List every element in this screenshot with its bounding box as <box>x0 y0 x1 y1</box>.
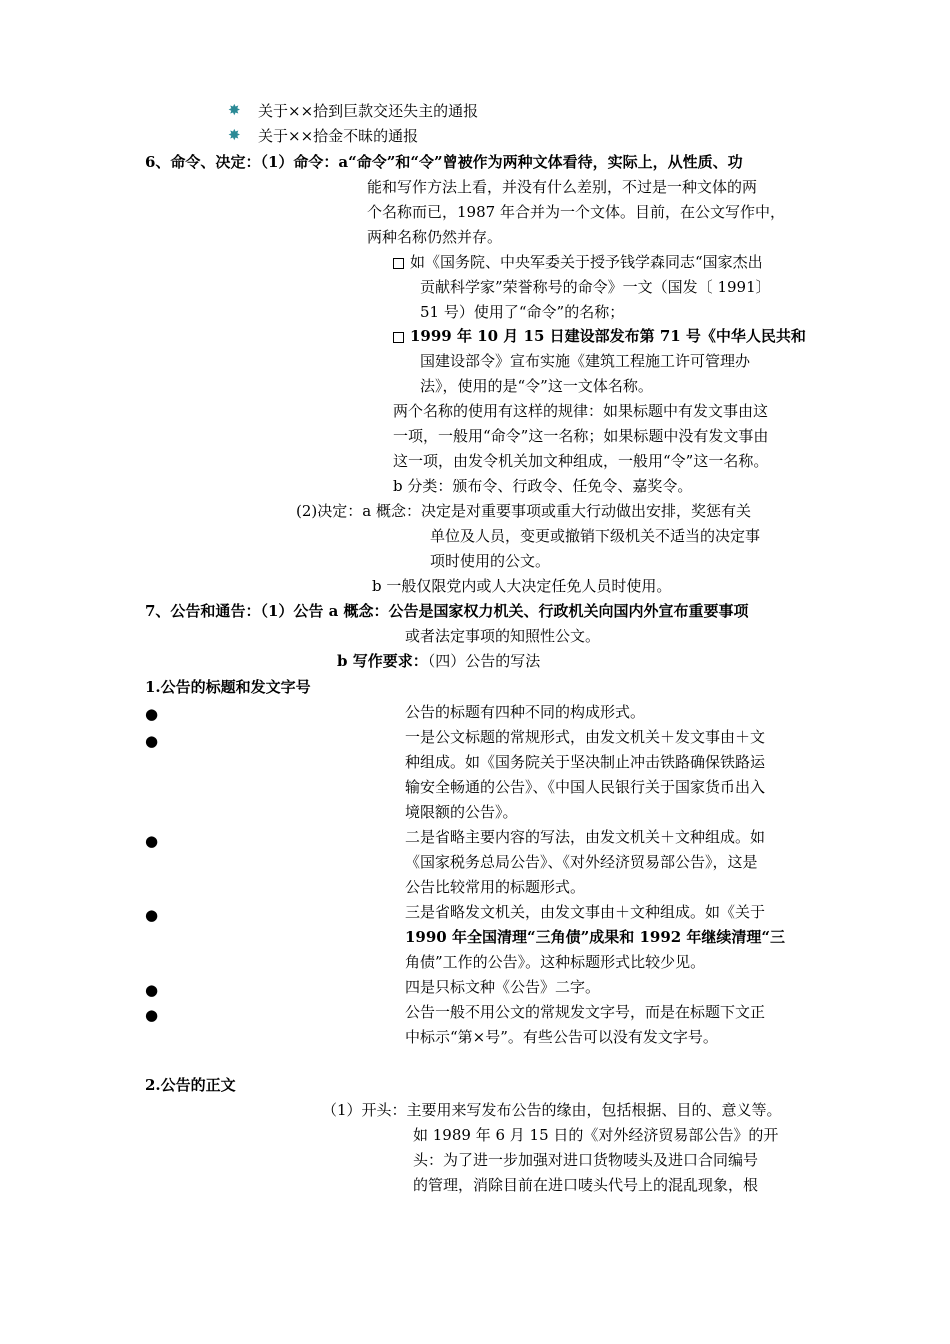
bullet-dot: ● <box>145 981 159 999</box>
decision-line: 项时使用的公文。 <box>430 552 551 570</box>
star-bullet-icon: ✸ <box>228 126 241 144</box>
decision-line: b 一般仅限党内或人大决定任免人员时使用。 <box>372 577 672 595</box>
list-item-line: 四是只标文种《公告》二字。 <box>405 978 601 996</box>
example-line: 51 号）使用了“命令”的名称； <box>420 303 625 321</box>
bullet-dot: ● <box>145 732 159 750</box>
subsection-title: 1.公告的标题和发文字号 <box>145 678 311 696</box>
paragraph-line: 这一项，由发令机关加文种组成，一般用“令”这一名称。 <box>393 452 769 470</box>
requirement-label: b 写作要求： <box>337 652 428 670</box>
paragraph-line: 两种名称仍然并存。 <box>367 228 503 246</box>
checkbox-bullet-icon <box>393 332 404 343</box>
list-item-line: 中标示“第×号”。有些公告可以没有发文字号。 <box>405 1028 718 1046</box>
requirement-line <box>337 649 540 674</box>
paragraph-line: 能和写作方法上看，并没有什么差别，不过是一种文体的两 <box>367 178 758 196</box>
list-item-line: 二是省略主要内容的写法，由发文机关＋文种组成。如 <box>405 828 766 846</box>
list-item-line: 公告比较常用的标题形式。 <box>405 878 586 896</box>
list-item-line: 《国家税务总局公告》、《对外经济贸易部公告》，这是 <box>405 853 758 871</box>
bullet-dot: ● <box>145 705 159 723</box>
requirement-text: （四）公告的写法 <box>427 652 541 670</box>
decision-line: (2)决定：a 概念：决定是对重要事项或重大行动做出安排，奖惩有关 <box>296 502 751 520</box>
list-item-line: 三是省略发文机关，由发文事由＋文种组成。如《关于 <box>405 903 766 921</box>
list-item-line: 1990 年全国清理“三角债”成果和 1992 年继续清理“三 <box>405 928 786 946</box>
bullet-dot: ● <box>145 1006 159 1024</box>
list-item-line: 角债”工作的公告》。这种标题形式比较少见。 <box>405 953 706 971</box>
section-6-heading: 6、命令、决定：（1）命令：a“命令”和“令”曾被作为两种文体看待，实际上，从性质、功 <box>145 153 743 171</box>
list-item-line: 一是公文标题的常规形式，由发文机关＋发文事由＋文 <box>405 728 766 746</box>
paragraph-line: 个名称而已，1987 年合并为一个文体。目前，在公文写作中， <box>367 203 785 221</box>
list-item-line: 输安全畅通的公告》、《中国人民银行关于国家货币出入 <box>405 778 766 796</box>
paragraph-line: 两个名称的使用有这样的规律：如果标题中有发文事由这 <box>393 402 769 420</box>
bullet-item: 关于××拾到巨款交还失主的通报 <box>258 102 479 120</box>
paragraph-line: 如 1989 年 6 月 15 日的《对外经济贸易部公告》的开 <box>413 1126 779 1144</box>
list-item-line: 公告的标题有四种不同的构成形式。 <box>405 703 646 721</box>
paragraph-line: （1）开头：主要用来写发布公告的缘由，包括根据、目的、意义等。 <box>322 1101 782 1119</box>
paragraph-line: 一项，一般用“命令”这一名称；如果标题中没有发文事由 <box>393 427 769 445</box>
star-bullet-icon: ✸ <box>228 101 241 119</box>
bullet-dot: ● <box>145 832 159 850</box>
checkbox-bullet-icon <box>393 258 404 269</box>
paragraph-line: 的管理，消除目前在进口唛头代号上的混乱现象，根 <box>413 1176 759 1194</box>
decision-line: 单位及人员，变更或撤销下级机关不适当的决定事 <box>430 527 761 545</box>
paragraph-line: 或者法定事项的知照性公文。 <box>405 627 601 645</box>
paragraph-line: b 分类：颁布令、行政令、任免令、嘉奖令。 <box>393 477 693 495</box>
paragraph-line: 头：为了进一步加强对进口货物唛头及进口合同编号 <box>413 1151 759 1169</box>
example-line: 1999 年 10 月 15 日建设部发布第 71 号《中华人民共和 <box>410 327 806 345</box>
section-7-heading: 7、公告和通告：（1）公告 a 概念：公告是国家权力机关、行政机关向国内外宣布重要事项 <box>145 602 749 620</box>
subsection-title: 2.公告的正文 <box>145 1076 236 1094</box>
bullet-item: 关于××拾金不昧的通报 <box>258 127 419 145</box>
list-item-line: 种组成。如《国务院关于坚决制止冲击铁路确保铁路运 <box>405 753 766 771</box>
example-line: 贡献科学家”荣誉称号的命令》一文（国发〔 1991〕 <box>420 278 771 296</box>
bullet-dot: ● <box>145 906 159 924</box>
example-line: 如《国务院、中央军委关于授予钱学森同志“国家杰出 <box>410 253 763 271</box>
list-item-line: 境限额的公告》。 <box>405 803 518 821</box>
example-line: 国建设部令》宣布实施《建筑工程施工许可管理办 <box>420 352 751 370</box>
example-line: 法》，使用的是“令”这一文体名称。 <box>420 377 653 395</box>
list-item-line: 公告一般不用公文的常规发文字号，而是在标题下文正 <box>405 1003 766 1021</box>
